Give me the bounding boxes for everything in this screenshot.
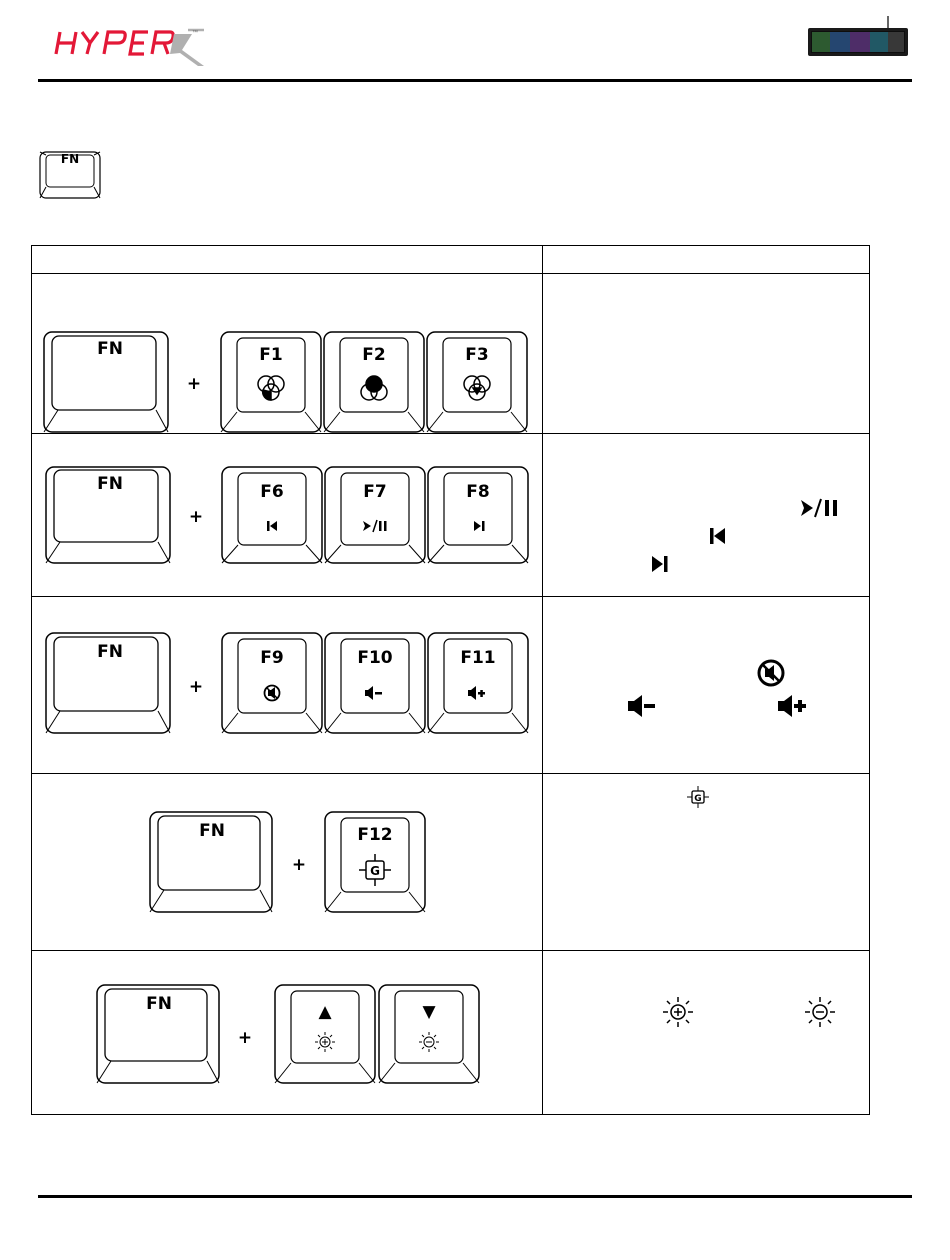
function-description-cell <box>543 274 870 434</box>
fn-key <box>150 812 272 912</box>
mute-icon <box>756 658 786 688</box>
f1-label: F1 <box>259 345 283 365</box>
footer-rule <box>38 1195 912 1198</box>
f9-label: F9 <box>260 648 284 668</box>
fn-f9-f11-combo <box>32 597 542 773</box>
fn-label: FN <box>146 994 172 1014</box>
f11-label: F11 <box>460 648 496 668</box>
function-description-cell <box>543 951 870 1115</box>
table-row <box>32 774 870 951</box>
hyperx-logo <box>52 20 212 70</box>
previous-track-icon <box>708 526 728 546</box>
function-description-cell <box>543 774 870 951</box>
fn-key <box>97 985 219 1083</box>
trademark-text: ™ <box>192 30 198 36</box>
f12-key <box>325 812 425 912</box>
fn-f1-f3-combo <box>32 274 542 433</box>
brightness-down-icon <box>419 1032 439 1052</box>
f12-label: F12 <box>357 825 393 845</box>
f9-key <box>222 633 322 733</box>
f2-key <box>324 332 424 432</box>
svg-text:G: G <box>694 794 702 804</box>
f7-label: F7 <box>363 482 387 502</box>
fn-brightness-combo <box>32 951 542 1114</box>
table-row <box>32 434 870 597</box>
f10-label: F10 <box>357 648 393 668</box>
plus-sign: + <box>291 855 307 875</box>
fn-f12-combo <box>32 774 542 950</box>
f8-key <box>428 467 528 563</box>
table-header-function <box>543 246 870 274</box>
function-description-cell <box>543 597 870 774</box>
f3-key <box>427 332 527 432</box>
fn-label: FN <box>97 474 123 494</box>
arrow-down-key <box>379 985 479 1083</box>
fn-key <box>46 467 170 563</box>
volume-up-icon <box>776 694 808 718</box>
table-row <box>32 951 870 1115</box>
f7-key <box>325 467 425 563</box>
arrow-up-label: ▲ <box>318 1002 332 1022</box>
plus-sign: + <box>186 374 202 394</box>
f10-key <box>325 633 425 733</box>
plus-sign: + <box>237 1028 253 1048</box>
arrow-down-label: ▼ <box>422 1002 436 1022</box>
table-row <box>32 274 870 434</box>
header-rule <box>38 79 912 82</box>
f8-label: F8 <box>466 482 490 502</box>
brightness-down-icon <box>803 995 837 1029</box>
table-row <box>32 597 870 774</box>
fn-key-label: FN <box>60 152 80 166</box>
f6-key <box>222 467 322 563</box>
f1-key <box>221 332 321 432</box>
next-track-icon <box>650 554 670 574</box>
fn-key-icon <box>38 150 102 200</box>
fn-shortcut-table <box>31 245 870 1115</box>
f11-key <box>428 633 528 733</box>
table-header-keys <box>32 246 543 274</box>
keyboard-product-image <box>806 14 910 58</box>
function-description-cell <box>543 434 870 597</box>
f6-label: F6 <box>260 482 284 502</box>
play-pause-icon <box>799 497 843 519</box>
brightness-up-icon <box>315 1032 335 1052</box>
fn-f6-f8-combo <box>32 434 542 596</box>
fn-key <box>46 633 170 733</box>
volume-down-icon <box>626 694 658 718</box>
plus-sign: + <box>188 677 204 697</box>
game-mode-icon <box>687 786 709 808</box>
plus-sign: + <box>188 507 204 527</box>
f3-label: F3 <box>465 345 489 365</box>
fn-key <box>44 332 168 432</box>
arrow-up-key <box>275 985 375 1083</box>
fn-label: FN <box>97 642 123 662</box>
f2-label: F2 <box>362 345 386 365</box>
fn-label: FN <box>199 821 225 841</box>
fn-label: FN <box>97 339 123 359</box>
svg-text:G: G <box>370 864 380 878</box>
brightness-up-icon <box>661 995 695 1029</box>
